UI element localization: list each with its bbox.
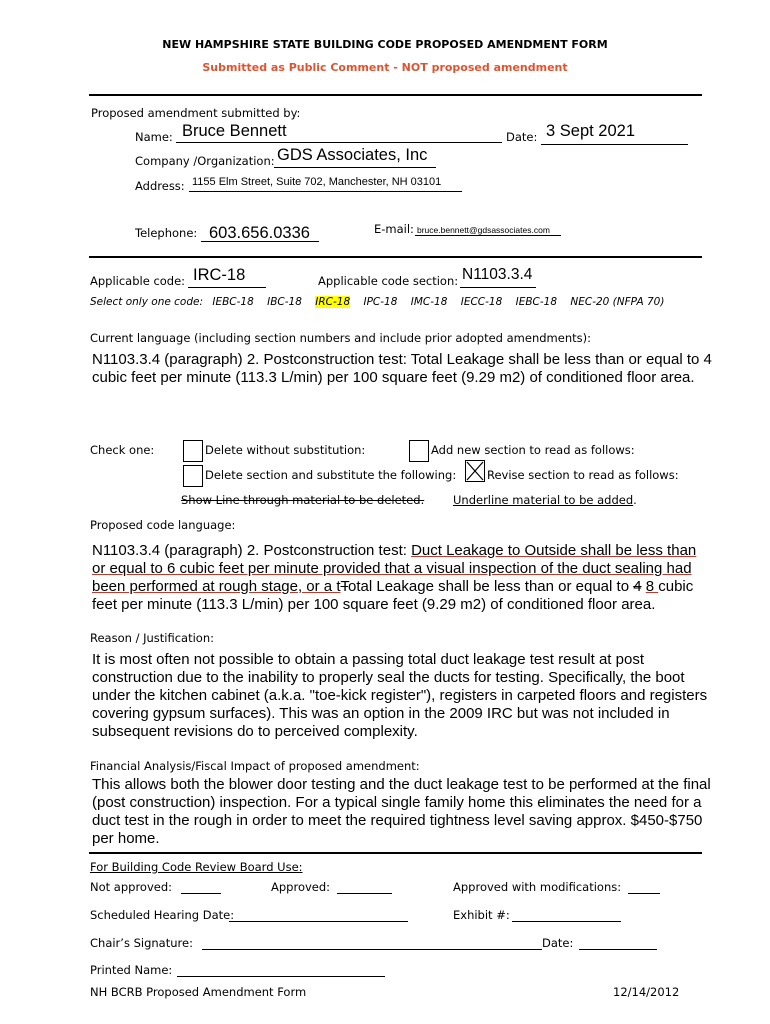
address-field[interactable]: 1155 Elm Street, Suite 702, Manchester, NH 03101	[192, 176, 442, 188]
address-label: Address:	[135, 179, 185, 193]
applicable-code-field[interactable]: IRC-18	[193, 266, 246, 284]
proposed-text-1: N1103.3.4 (paragraph) 2. Postconstruction test:	[92, 542, 412, 559]
underline-instruction: Underline material to be added	[453, 493, 634, 507]
applicable-code-line	[188, 287, 266, 288]
approved-mod-label: Approved with modifications:	[453, 880, 622, 894]
footer-form-date: 12/14/2012	[613, 985, 680, 999]
underline-instruction-row	[453, 493, 637, 507]
printed-name-field[interactable]	[177, 976, 385, 977]
review-date-label: Date:	[542, 936, 574, 950]
add-new-label: Add new section to read as follows:	[431, 443, 635, 457]
applicable-section-field[interactable]: N1103.3.4	[462, 266, 533, 283]
code-option-irc[interactable]: IRC-18	[315, 296, 351, 308]
printed-name-label: Printed Name:	[90, 963, 173, 977]
delete-substitute-checkbox[interactable]	[183, 465, 203, 487]
review-date-field[interactable]	[579, 949, 657, 950]
not-approved-field[interactable]	[181, 893, 221, 894]
code-option-iecc[interactable]: IECC-18	[460, 296, 503, 308]
footer-form-name: NH BCRB Proposed Amendment Form	[90, 985, 307, 999]
date-label: Date:	[506, 130, 538, 144]
form-title: NEW HAMPSHIRE STATE BUILDING CODE PROPOSED AMENDMENT FORM	[162, 38, 608, 51]
check-one-label: Check one:	[90, 443, 155, 457]
proposed-language-label: Proposed code language:	[90, 518, 236, 532]
hearing-date-label: Scheduled Hearing Date:	[90, 908, 235, 922]
select-code-row	[90, 296, 664, 308]
submitter-divider	[89, 256, 702, 258]
select-code-label: Select only one code:	[90, 296, 204, 308]
proposed-text-3: cubic feet per minute (113.3 L/min) per 100 square feet (9.29 m2) of conditioned floor area.	[92, 578, 694, 613]
applicable-section-label: Applicable code section:	[318, 274, 459, 288]
code-option-iebc-2[interactable]: IEBC-18	[515, 296, 558, 308]
code-option-imc[interactable]: IMC-18	[410, 296, 448, 308]
telephone-label: Telephone:	[135, 226, 198, 240]
email-field-line	[415, 235, 561, 236]
name-label: Name:	[135, 130, 173, 144]
exhibit-field[interactable]	[512, 921, 621, 922]
add-new-checkbox[interactable]	[409, 440, 429, 462]
underline-instruction-period: .	[633, 493, 637, 507]
applicable-code-label: Applicable code:	[90, 274, 186, 288]
not-approved-label: Not approved:	[90, 880, 173, 894]
name-field-line	[176, 142, 502, 143]
code-option-nec[interactable]: NEC-20 (NFPA 70)	[570, 296, 665, 308]
current-language-label: Current language (including section numbers and include prior adopted amendments):	[90, 331, 591, 345]
exhibit-label: Exhibit #:	[453, 908, 510, 922]
proposed-added-value: 8	[645, 578, 659, 595]
current-language-text: N1103.3.4 (paragraph) 2. Postconstruction test: Total Leakage shall be less than or equal to 4 cubic feet per minute (113.3 L/min) per 100 square feet (9.29 m2) of conditioned floor area.	[92, 351, 712, 386]
approved-label: Approved:	[271, 880, 331, 894]
email-field[interactable]: bruce.bennett@gdsassociates.com	[417, 225, 550, 235]
reason-text: It is most often not possible to obtain a passing total duct leakage test result at post construction due to the inability to properly seal the ducts for testing. Specifically, the boot under the kitchen cabinet (a.k.a. "toe-kick register"), registers in carpeted floors and registers covering gypsum surfaces). This was an option in the 2009 IRC but was not included in subsequent revisions do to perceived complexity.	[92, 651, 708, 740]
fiscal-text: This allows both the blower door testing and the duct leakage test to be performed at the final (post construction) inspection. For a typical single family home this eliminates the need for a duct test in the rough in order to meet the required tightness level saving approx. $450-$750 per home.	[92, 776, 711, 847]
proposed-text-2: otal Leakage shall be less than or equal to	[348, 578, 634, 595]
email-label: E-mail:	[374, 222, 414, 236]
revise-checkbox[interactable]	[465, 460, 485, 482]
company-label: Company /Organization:	[135, 154, 275, 168]
company-field[interactable]: GDS Associates, Inc	[277, 146, 428, 164]
delete-substitute-label: Delete section and substitute the following:	[205, 468, 457, 482]
approved-mod-field[interactable]	[628, 893, 660, 894]
applicable-section-line	[460, 287, 536, 288]
name-field[interactable]: Bruce Bennett	[182, 122, 287, 140]
check-mark-icon	[466, 461, 484, 481]
proposed-added-text: Duct Leakage to Outside shall be less than or equal to 6 cubic feet per minute provided that a visual inspection of the duct sealing had been performed at rough stage, or a t	[92, 542, 697, 595]
review-divider	[89, 852, 702, 854]
approved-field[interactable]	[337, 893, 392, 894]
proposed-deleted-letter: T	[340, 578, 348, 595]
telephone-field[interactable]: 603.656.0336	[209, 224, 310, 242]
delete-without-label: Delete without substitution:	[205, 443, 366, 457]
chair-signature-label: Chair’s Signature:	[90, 936, 193, 950]
date-field[interactable]: 3 Sept 2021	[546, 122, 635, 140]
code-option-ipc[interactable]: IPC-18	[363, 296, 398, 308]
hearing-date-field[interactable]	[229, 921, 408, 922]
chair-signature-field[interactable]	[202, 949, 542, 950]
proposed-deleted-value: 4	[633, 578, 642, 595]
form-subtitle: Submitted as Public Comment - NOT proposed amendment	[202, 61, 568, 74]
code-option-ibc[interactable]: IBC-18	[267, 296, 302, 308]
code-option-iebc[interactable]: IEBC-18	[212, 296, 254, 308]
delete-without-checkbox[interactable]	[183, 440, 203, 462]
proposed-language-text	[92, 542, 704, 614]
strikethrough-instruction: Show Line through material to be deleted.	[181, 493, 425, 507]
revise-label: Revise section to read as follows:	[487, 468, 679, 482]
fiscal-label: Financial Analysis/Fiscal Impact of proposed amendment:	[90, 759, 420, 773]
company-field-line	[274, 167, 436, 168]
date-field-line	[541, 144, 688, 145]
header-divider	[89, 94, 702, 96]
address-field-line	[189, 191, 462, 192]
review-board-header: For Building Code Review Board Use:	[90, 860, 303, 874]
reason-label: Reason / Justification:	[90, 631, 214, 645]
submitter-section-label: Proposed amendment submitted by:	[91, 106, 301, 120]
